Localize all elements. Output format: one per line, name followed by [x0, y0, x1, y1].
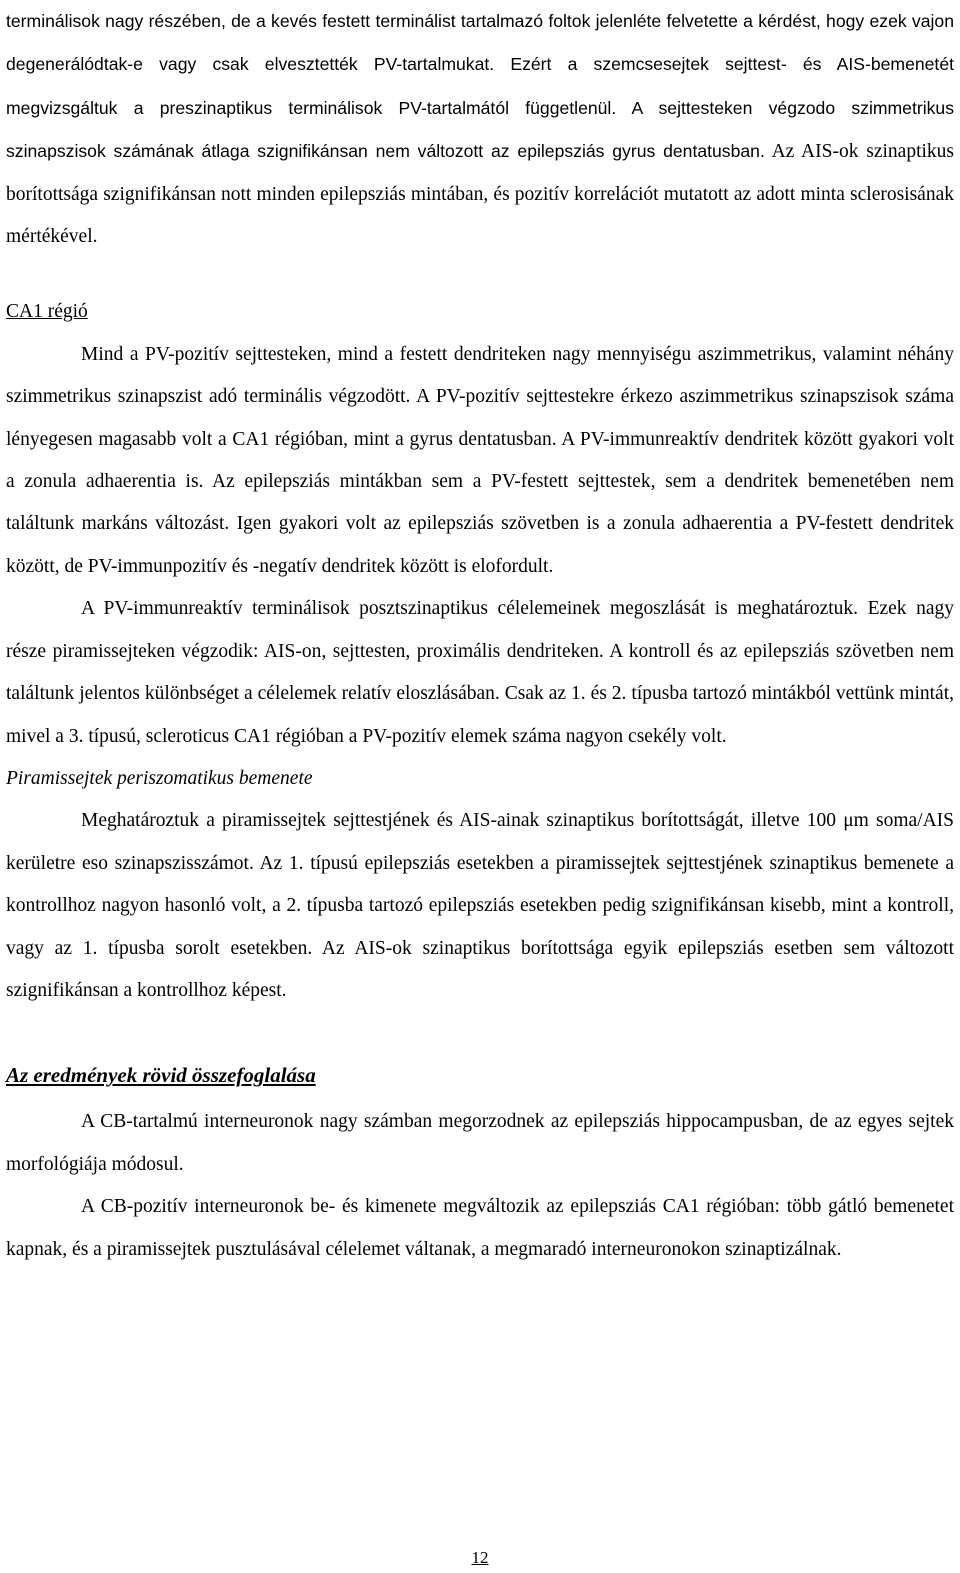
intro-paragraph-sans-text: terminálisok nagy részében, de a kevés festett terminálist tartalmazó foltok jelenléte felvetette a kérdést, hogy ezek vajon degenerálódtak-e vagy csak elvesztették PV-tartalmukat. Ezért a szemcsesejtek sejttest- és AIS-bemenetét megvizsgáltuk a preszinaptikus terminálisok PV-tartalmától függetlenül. A sejttesteken végzodo szimmetrikus szinapszisok számának átlaga szignifikánsan nem változott az epilepsziás gyrus dentatusban.: [6, 11, 954, 162]
intro-paragraph-serif-text: Az AIS-ok szinaptikus borítottsága szignifikánsan nott minden epilepsziás mintában, és pozitív korrelációt mutatott az adott minta sclerosisának mértékével.: [6, 141, 954, 248]
pyramidal-paragraph: Meghatároztuk a piramissejtek sejttestjének és AIS-ainak szinaptikus borítottságát, illetve 100 μm soma/AIS kerületre eso szinapszisszámot. Az 1. típusú epilepsziás esetekben a piramissejtek sejttestjének szinaptikus bemenete a kontrollhoz nagyon hasonló volt, a 2. típusba tartozó epilepsziás esetekben pedig szignifikánsan kisebb, mint a kontroll, vagy az 1. típusba sorolt esetekben. Az AIS-ok szinaptikus borítottsága egyik epilepsziás esetben sem változott szignifikánsan a kontrollhoz képest.: [6, 810, 954, 1001]
document-page: [6, 0, 954, 1271]
page-number: 12: [471, 1548, 489, 1567]
ca1-section-heading: CA1 régió: [6, 301, 88, 323]
pyramidal-subsection-heading: Piramissejtek periszomatikus bemenete: [6, 767, 313, 789]
summary-heading: Az eredmények rövid összefoglalása: [6, 1063, 316, 1088]
summary-paragraph-2: A CB-pozitív interneuronok be- és kimenete megváltozik az epilepsziás CA1 régióban: több gátló bemenetet kapnak, és a piramissejtek pusztulásával célelemet váltanak, a megmaradó interneuronokon szinaptizálnak.: [6, 1196, 954, 1260]
summary-paragraph-1: A CB-tartalmú interneuronok nagy számban megorzodnek az epilepsziás hippocampusban, de az egyes sejtek morfológiája módosul.: [6, 1111, 954, 1175]
intro-paragraph: [6, 0, 954, 258]
ca1-paragraph-2: A PV-immunreaktív terminálisok posztszinaptikus célelemeinek megoszlását is meghatároztuk. Ezek nagy része piramissejteken végzodik: AIS-on, sejttesten, proximális dendriteken. A kontroll és az epilepsziás szövetben nem találtunk jelentos különbséget a célelemek relatív eloszlásában. Csak az 1. és 2. típusba tartozó mintákból vettünk mintát, mivel a 3. típusú, scleroticus CA1 régióban a PV-pozitív elemek száma nagyon csekély volt.: [6, 598, 954, 747]
ca1-paragraph-1: Mind a PV-pozitív sejttesteken, mind a festett dendriteken nagy mennyiségu aszimmetrikus, valamint néhány szimmetrikus szinapszist adó terminális végzodött. A PV-pozitív sejttestekre érkezo aszimmetrikus szinapszisok száma lényegesen magasabb volt a CA1 régióban, mint a gyrus dentatusban. A PV-immunreaktív dendritek között gyakori volt a zonula adhaerentia is. Az epilepsziás mintákban sem a PV-festett sejttestek, sem a dendritek bemenetében nem találtunk markáns változást. Igen gyakori volt az epilepsziás szövetben is a zonula adhaerentia a PV-festett dendritek között, de PV-immunpozitív és -negatív dendritek között is elofordult.: [6, 343, 954, 577]
